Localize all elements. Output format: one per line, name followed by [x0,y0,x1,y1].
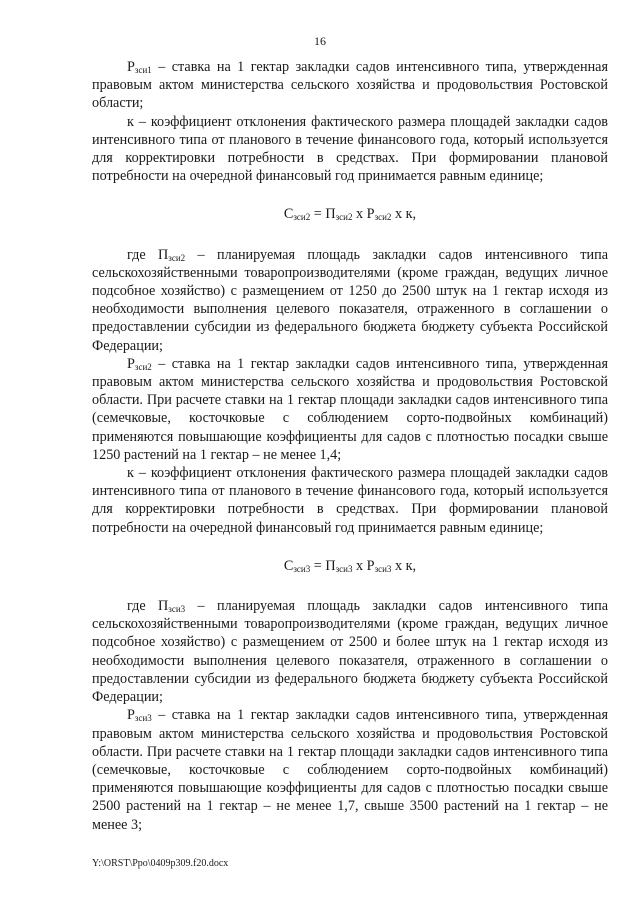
paragraph-lead: где [127,598,159,615]
formula-symbol: С [283,206,294,223]
formula-operator: х [352,206,367,223]
symbol: Р [127,355,135,372]
symbol-subscript: зси2 [134,361,152,372]
formula-2 [92,205,608,223]
paragraph-text: – ставка на 1 гектар закладки садов интенсивного типа, утвержденная правовым актом министерства сельского хозяйства и продовольствия Ростовской области; [92,59,608,112]
formula-subscript: зси3 [335,563,353,574]
formula-subscript: зси3 [374,563,392,574]
paragraph-lead: где [127,246,159,263]
formula-3 [92,557,608,575]
formula-operator: х к, [391,557,417,574]
paragraph-rate-1 [92,58,608,113]
formula-symbol: Р [366,206,375,223]
formula-operator: = [310,557,326,574]
paragraph-area-2 [92,246,608,355]
paragraph-rate-3 [92,706,608,833]
symbol: Р [127,707,135,724]
formula-operator: х [352,557,367,574]
symbol: П [158,246,169,263]
formula-symbol: Р [366,557,375,574]
file-path-footer: Y:\ORST\Ppo\0409p309.f20.docx [92,858,229,869]
paragraph-text: – планируемая площадь закладки садов интенсивного типа сельскохозяйственными товаропроизводителями (кроме граждан, ведущих личное подсобное хозяйство) с размещением от 1250 до 2500 штук на 1 гектар исходя из необходимости выполнения целевого показателя, отраженного в соглашении о предоставлении субсидии из федерального бюджета бюджету субъекта Российской Федерации; [92,246,608,354]
symbol-subscript: зси1 [134,65,152,75]
formula-subscript: зси2 [374,212,392,223]
symbol: Р [127,59,135,75]
page-number: 16 [314,34,326,48]
formula-symbol: П [325,206,336,223]
symbol-subscript: зси3 [168,604,186,615]
formula-subscript: зси2 [293,212,311,223]
paragraph-coefficient-2: к – коэффициент отклонения фактического размера площадей закладки садов интенсивного типа от планового в течение финансового года, который используется для корректировки потребности в средствах. При формировании плановой потребности на очередной финансовый год принимается равным единице; [92,465,608,536]
paragraph-area-3 [92,597,608,706]
formula-symbol: С [283,557,294,574]
symbol: П [158,598,169,615]
formula-subscript: зси2 [335,212,353,223]
formula-operator: = [310,206,326,223]
paragraph-text: – планируемая площадь закладки садов интенсивного типа сельскохозяйственными товаропроизводителями (кроме граждан, ведущих личное подсобное хозяйство) с размещением от 2500 и более штук на 1 гектар исходя из необходимости выполнения целевого показателя, отраженного в соглашении о предоставлении субсидии из федерального бюджета бюджету субъекта Российской Федерации; [92,598,608,706]
paragraph-rate-2 [92,355,608,464]
symbol-subscript: зси2 [168,252,186,263]
document-body [92,58,608,834]
paragraph-text: – ставка на 1 гектар закладки садов интенсивного типа, утвержденная правовым актом министерства сельского хозяйства и продовольствия Ростовской области. При расчете ставки на 1 гектар площади закладки садов интенсивного типа (семечковые, косточковые с соблюдением сорто-подвойных комбинаций) применяются повышающие коэффициенты для садов с плотностью посадки свыше 1250 растений на 1 гектар – не менее 1,4; [92,355,608,463]
formula-subscript: зси3 [293,563,311,574]
formula-symbol: П [325,557,336,574]
symbol-subscript: зси3 [134,713,152,724]
formula-operator: х к, [391,206,417,223]
paragraph-coefficient-1: к – коэффициент отклонения фактического размера площадей закладки садов интенсивного типа от планового в течение финансового года, который используется для корректировки потребности в средствах. При формировании плановой потребности на очередной финансовый год принимается равным единице; [92,113,608,185]
paragraph-text: – ставка на 1 гектар закладки садов интенсивного типа, утвержденная правовым актом министерства сельского хозяйства и продовольствия Ростовской области. При расчете ставки на 1 гектар площади закладки садов интенсивного типа (семечковые, косточковые с соблюдением сорто-подвойных комбинаций) применяются повышающие коэффициенты для садов с плотностью посадки свыше 2500 растений на 1 гектар – не менее 1,7, свыше 3500 растений на 1 гектар – не менее 3; [92,707,608,833]
